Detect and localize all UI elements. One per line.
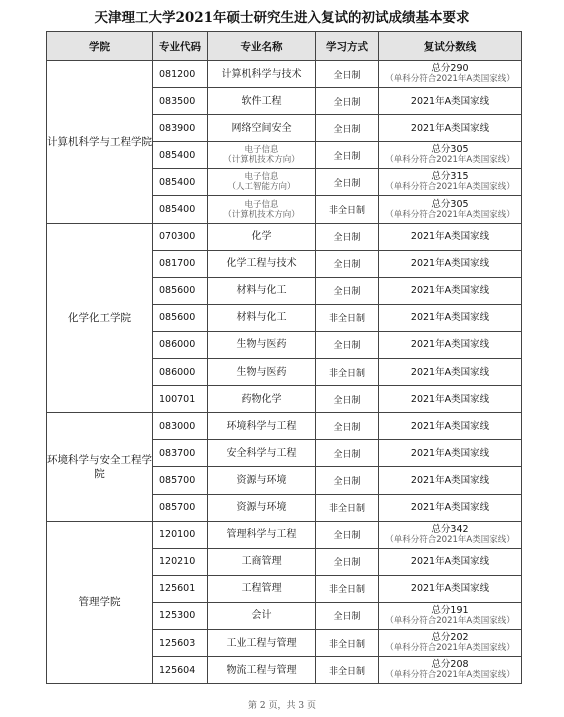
major-name: 网络空间安全 bbox=[231, 122, 292, 134]
major-name-cell bbox=[208, 250, 316, 277]
major-name-cell bbox=[208, 142, 316, 169]
score-line-cell bbox=[379, 61, 522, 88]
score-line: 2021年A类国家线 bbox=[410, 231, 490, 243]
major-code-cell: 085400 bbox=[153, 169, 208, 196]
score-line: 2021年A类国家线 bbox=[410, 583, 490, 595]
major-code-cell: 085600 bbox=[153, 304, 208, 331]
major-name-cell bbox=[208, 386, 316, 413]
major-name: 电子信息 bbox=[244, 199, 279, 210]
study-mode-cell: 全日制 bbox=[316, 413, 379, 440]
college-cell: 化学化工学院 bbox=[47, 223, 153, 413]
score-line-cell bbox=[379, 277, 522, 304]
major-name: 电子信息 bbox=[244, 145, 279, 156]
header-mode: 学习方式 bbox=[316, 32, 379, 61]
study-mode-cell: 非全日制 bbox=[316, 304, 379, 331]
score-line: 2021年A类国家线 bbox=[410, 393, 490, 405]
major-name: 软件工程 bbox=[241, 95, 282, 107]
study-mode-cell: 全日制 bbox=[316, 386, 379, 413]
major-name-cell bbox=[208, 88, 316, 115]
major-name-cell bbox=[208, 657, 316, 684]
score-line: 2021年A类国家线 bbox=[410, 95, 490, 107]
score-line-cell bbox=[379, 602, 522, 629]
major-name: 化学 bbox=[251, 231, 272, 243]
major-code-cell: 083700 bbox=[153, 440, 208, 467]
study-mode-cell: 全日制 bbox=[316, 277, 379, 304]
major-code-cell: 125601 bbox=[153, 575, 208, 602]
study-mode-cell: 全日制 bbox=[316, 602, 379, 629]
score-line: 2021年A类国家线 bbox=[410, 312, 490, 324]
major-code-cell: 081200 bbox=[153, 61, 208, 88]
major-code-cell: 085400 bbox=[153, 142, 208, 169]
major-code-cell: 125604 bbox=[153, 657, 208, 684]
table-row bbox=[47, 521, 522, 548]
table-row bbox=[47, 61, 522, 88]
major-name-cell bbox=[208, 331, 316, 358]
study-mode-cell: 全日制 bbox=[316, 331, 379, 358]
score-line-cell bbox=[379, 548, 522, 575]
score-line: 总分208 bbox=[431, 659, 469, 671]
header-code: 专业代码 bbox=[153, 32, 208, 61]
score-line-cell bbox=[379, 467, 522, 494]
study-mode-cell: 全日制 bbox=[316, 61, 379, 88]
major-name: 资源与环境 bbox=[236, 502, 287, 514]
major-name: 工商管理 bbox=[241, 556, 282, 568]
major-code-cell: 086000 bbox=[153, 331, 208, 358]
major-name: 生物与医药 bbox=[236, 366, 287, 378]
score-note: （单科分符合2021年A类国家线） bbox=[385, 155, 515, 166]
score-line: 2021年A类国家线 bbox=[410, 447, 490, 459]
major-code-cell: 085400 bbox=[153, 196, 208, 223]
major-code-cell: 120100 bbox=[153, 521, 208, 548]
study-mode-cell: 全日制 bbox=[316, 169, 379, 196]
study-mode-cell: 非全日制 bbox=[316, 359, 379, 386]
score-line-cell bbox=[379, 250, 522, 277]
major-name: 物流工程与管理 bbox=[226, 664, 297, 676]
score-line-cell bbox=[379, 196, 522, 223]
score-line: 2021年A类国家线 bbox=[410, 339, 490, 351]
score-line: 总分191 bbox=[431, 604, 469, 616]
study-mode-cell: 全日制 bbox=[316, 250, 379, 277]
major-name-cell bbox=[208, 169, 316, 196]
major-code-cell: 070300 bbox=[153, 223, 208, 250]
score-table bbox=[46, 31, 522, 684]
major-direction-note: （计算机技术方向） bbox=[223, 155, 300, 166]
major-code-cell: 085600 bbox=[153, 277, 208, 304]
score-line-cell bbox=[379, 115, 522, 142]
score-line-cell bbox=[379, 440, 522, 467]
major-name: 会计 bbox=[251, 610, 272, 622]
score-note: （单科分符合2021年A类国家线） bbox=[385, 534, 515, 545]
study-mode-cell: 全日制 bbox=[316, 88, 379, 115]
study-mode-cell: 非全日制 bbox=[316, 494, 379, 521]
table-row bbox=[47, 223, 522, 250]
score-line-cell bbox=[379, 386, 522, 413]
major-name-cell bbox=[208, 629, 316, 656]
major-name: 管理科学与工程 bbox=[226, 529, 297, 541]
study-mode-cell: 全日制 bbox=[316, 548, 379, 575]
college-cell: 计算机科学与工程学院 bbox=[47, 61, 153, 224]
study-mode-cell: 非全日制 bbox=[316, 575, 379, 602]
score-line: 2021年A类国家线 bbox=[410, 420, 490, 432]
major-name: 安全科学与工程 bbox=[226, 447, 297, 459]
score-note: （单科分符合2021年A类国家线） bbox=[385, 615, 515, 626]
major-name: 化学工程与技术 bbox=[226, 258, 297, 270]
score-line: 总分202 bbox=[431, 632, 469, 644]
score-line-cell bbox=[379, 169, 522, 196]
score-line: 2021年A类国家线 bbox=[410, 285, 490, 297]
table-row bbox=[47, 413, 522, 440]
score-line-cell bbox=[379, 359, 522, 386]
major-name-cell bbox=[208, 61, 316, 88]
study-mode-cell: 全日制 bbox=[316, 440, 379, 467]
major-name-cell bbox=[208, 521, 316, 548]
major-name-cell bbox=[208, 575, 316, 602]
major-code-cell: 120210 bbox=[153, 548, 208, 575]
major-name: 计算机科学与技术 bbox=[221, 68, 302, 80]
header-college: 学院 bbox=[47, 32, 153, 61]
major-name: 工程管理 bbox=[241, 583, 282, 595]
major-name: 材料与化工 bbox=[236, 285, 287, 297]
study-mode-cell: 全日制 bbox=[316, 115, 379, 142]
score-line-cell bbox=[379, 331, 522, 358]
score-line: 2021年A类国家线 bbox=[410, 556, 490, 568]
score-line-cell bbox=[379, 521, 522, 548]
score-line: 总分315 bbox=[431, 171, 469, 183]
study-mode-cell: 非全日制 bbox=[316, 629, 379, 656]
score-line: 2021年A类国家线 bbox=[410, 366, 490, 378]
major-name: 资源与环境 bbox=[236, 474, 287, 486]
score-note: （单科分符合2021年A类国家线） bbox=[385, 74, 515, 85]
study-mode-cell: 非全日制 bbox=[316, 657, 379, 684]
study-mode-cell: 全日制 bbox=[316, 467, 379, 494]
score-line-cell bbox=[379, 142, 522, 169]
major-code-cell: 083000 bbox=[153, 413, 208, 440]
major-name-cell bbox=[208, 602, 316, 629]
college-cell: 环境科学与安全工程学院 bbox=[47, 413, 153, 521]
score-line: 2021年A类国家线 bbox=[410, 502, 490, 514]
major-name-cell bbox=[208, 467, 316, 494]
major-direction-note: （人工智能方向） bbox=[227, 182, 296, 193]
study-mode-cell: 非全日制 bbox=[316, 196, 379, 223]
score-line-cell bbox=[379, 413, 522, 440]
score-line: 总分342 bbox=[431, 523, 469, 535]
major-name-cell bbox=[208, 223, 316, 250]
table-body bbox=[47, 61, 522, 684]
score-line-cell bbox=[379, 575, 522, 602]
score-line: 2021年A类国家线 bbox=[410, 474, 490, 486]
major-name: 生物与医药 bbox=[236, 339, 287, 351]
score-note: （单科分符合2021年A类国家线） bbox=[385, 643, 515, 654]
major-code-cell: 125300 bbox=[153, 602, 208, 629]
score-line-cell bbox=[379, 629, 522, 656]
score-line: 2021年A类国家线 bbox=[410, 258, 490, 270]
major-code-cell: 083500 bbox=[153, 88, 208, 115]
major-name: 电子信息 bbox=[244, 172, 279, 183]
score-line: 2021年A类国家线 bbox=[410, 122, 490, 134]
score-line-cell bbox=[379, 223, 522, 250]
college-cell: 管理学院 bbox=[47, 521, 153, 684]
table-header-row bbox=[47, 32, 522, 61]
major-code-cell: 083900 bbox=[153, 115, 208, 142]
header-score: 复试分数线 bbox=[379, 32, 522, 61]
major-name-cell bbox=[208, 304, 316, 331]
major-name: 工业工程与管理 bbox=[226, 637, 297, 649]
major-name-cell bbox=[208, 494, 316, 521]
major-name-cell bbox=[208, 413, 316, 440]
score-note: （单科分符合2021年A类国家线） bbox=[385, 182, 515, 193]
page-title: 天津理工大学2021年硕士研究生进入复试的初试成绩基本要求 bbox=[94, 10, 470, 26]
header-major: 专业名称 bbox=[208, 32, 316, 61]
study-mode-cell: 全日制 bbox=[316, 142, 379, 169]
score-note: （单科分符合2021年A类国家线） bbox=[385, 209, 515, 220]
major-name-cell bbox=[208, 196, 316, 223]
major-code-cell: 086000 bbox=[153, 359, 208, 386]
score-line: 总分305 bbox=[431, 144, 469, 156]
major-name-cell bbox=[208, 548, 316, 575]
score-line-cell bbox=[379, 304, 522, 331]
major-code-cell: 085700 bbox=[153, 467, 208, 494]
score-note: （单科分符合2021年A类国家线） bbox=[385, 670, 515, 681]
page-footer: 第 2 页，共 3 页 bbox=[248, 701, 316, 711]
major-name: 材料与化工 bbox=[236, 312, 287, 324]
major-name-cell bbox=[208, 359, 316, 386]
major-code-cell: 081700 bbox=[153, 250, 208, 277]
score-line: 总分305 bbox=[431, 198, 469, 210]
major-name-cell bbox=[208, 277, 316, 304]
study-mode-cell: 全日制 bbox=[316, 223, 379, 250]
major-name: 环境科学与工程 bbox=[226, 420, 297, 432]
major-name: 药物化学 bbox=[241, 393, 282, 405]
major-name-cell bbox=[208, 115, 316, 142]
major-code-cell: 100701 bbox=[153, 386, 208, 413]
score-line-cell bbox=[379, 88, 522, 115]
study-mode-cell: 全日制 bbox=[316, 521, 379, 548]
major-name-cell bbox=[208, 440, 316, 467]
score-line-cell bbox=[379, 494, 522, 521]
major-code-cell: 125603 bbox=[153, 629, 208, 656]
major-code-cell: 085700 bbox=[153, 494, 208, 521]
score-line: 总分290 bbox=[431, 63, 469, 75]
score-line-cell bbox=[379, 657, 522, 684]
major-direction-note: （计算机技术方向） bbox=[223, 209, 300, 220]
